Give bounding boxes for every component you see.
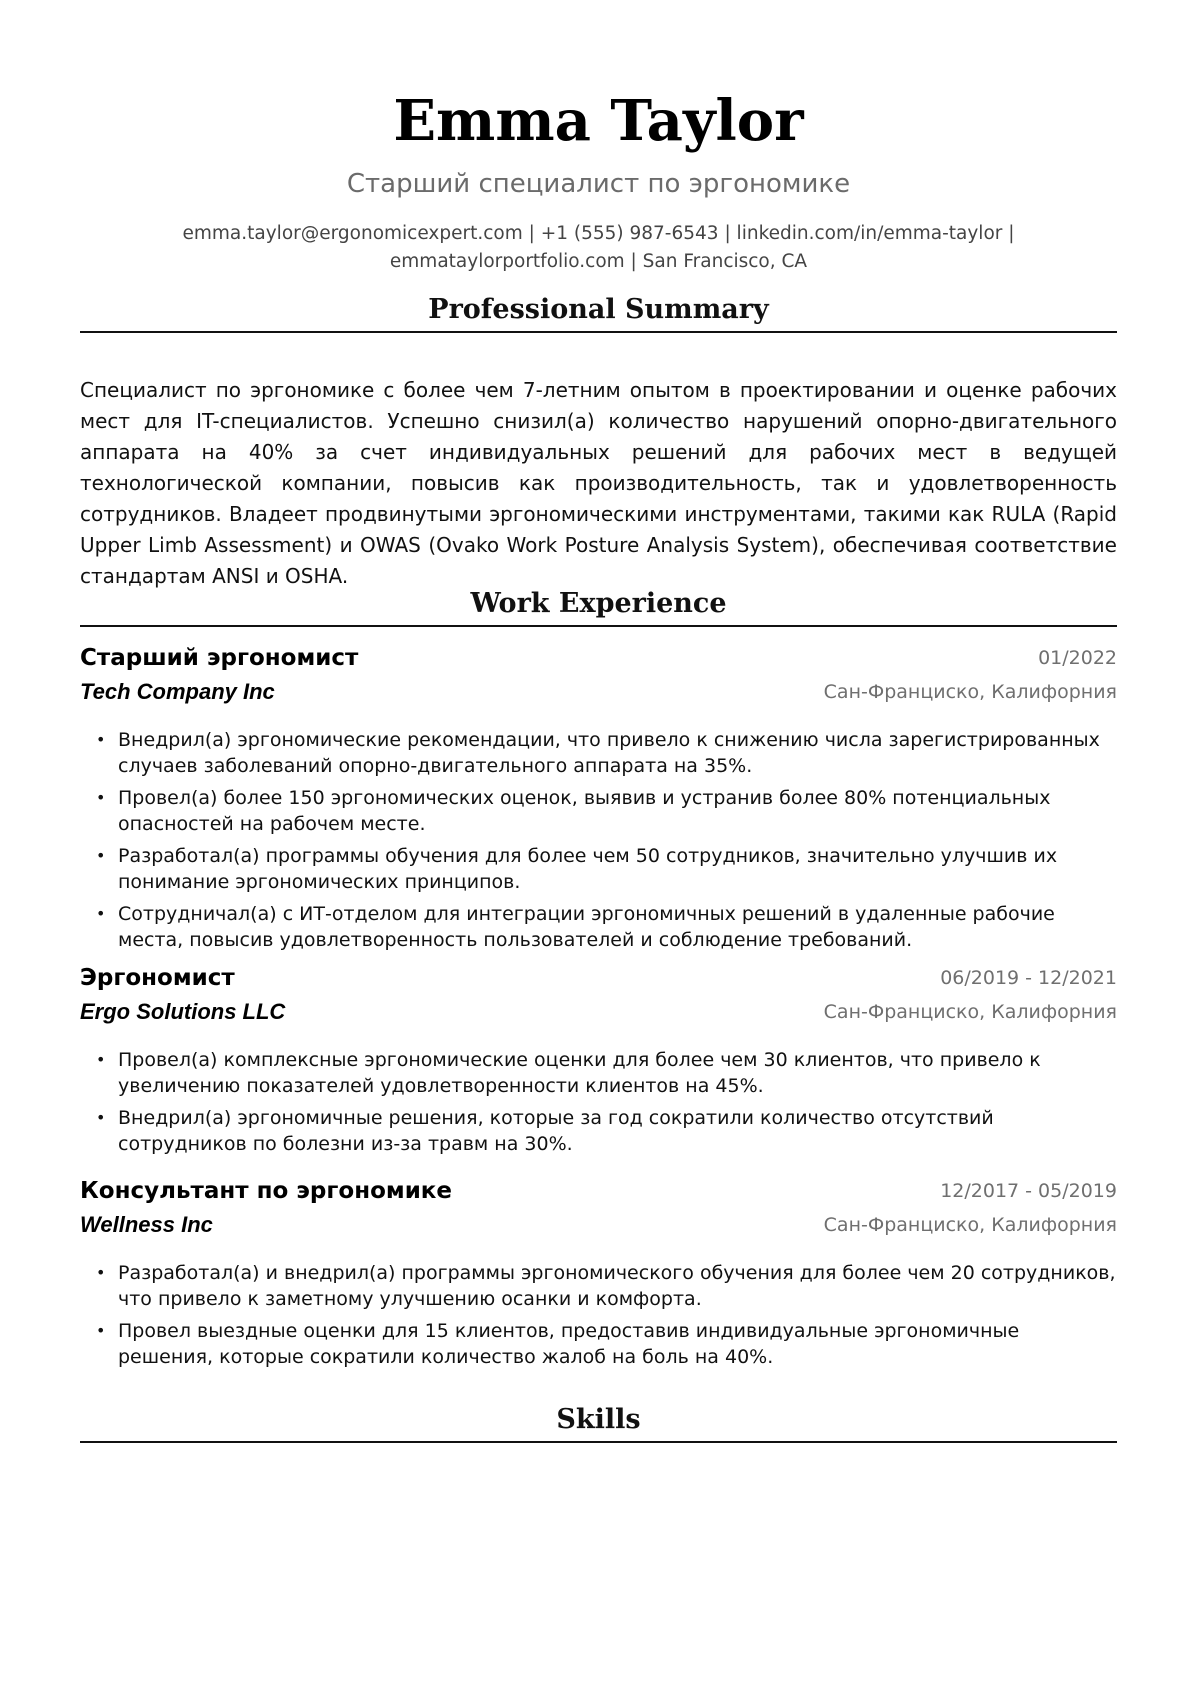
- list-item: • Сотрудничал(а) с ИТ-отделом для интеграции эргономичных решений в удаленные рабочие места, повысив удовлетворенность пользователей и соблюдение требований.: [118, 901, 1117, 953]
- job-company: Tech Company Inc: [80, 679, 275, 704]
- list-item: • Провел(а) комплексные эргономические оценки для более чем 30 клиентов, что привело к увеличению показателей удовлетворенности клиентов на 45%.: [118, 1047, 1117, 1099]
- job-bullets: [80, 1260, 1117, 1370]
- list-item: • Провел выездные оценки для 15 клиентов, предоставив индивидуальные эргономичные решения, которые сократили количество жалоб на боль на 40%.: [118, 1318, 1117, 1370]
- job-header-row: [80, 1174, 1117, 1208]
- list-item: • Провел(а) более 150 эргономических оценок, выявив и устранив более 80% потенциальных опасностей на рабочем месте.: [118, 785, 1117, 837]
- list-item: • Внедрил(а) эргономические рекомендации, что привело к снижению числа зарегистрированных случаев заболеваний опорно-двигательного аппарата на 35%.: [118, 727, 1117, 779]
- contact-line: emma.taylor@ergonomicexpert.com | +1 (555) 987-6543 | linkedin.com/in/emma-taylor |: [182, 223, 1015, 244]
- candidate-name: Emma Taylor: [393, 88, 804, 154]
- job-location: Сан-Франциско, Калифорния: [823, 681, 1117, 703]
- section-heading-summary: Professional Summary: [428, 294, 769, 325]
- job-date: 06/2019 - 12/2021: [940, 967, 1117, 989]
- job-company-row: [80, 675, 1117, 709]
- job-bullets: [80, 727, 1117, 953]
- section-divider: [80, 625, 1117, 627]
- list-item: • Разработал(а) программы обучения для более чем 50 сотрудников, значительно улучшив их понимание эргономических принципов.: [118, 843, 1117, 895]
- job-location: Сан-Франциско, Калифорния: [823, 1001, 1117, 1023]
- candidate-title: Старший специалист по эргономике: [346, 169, 851, 199]
- job-date: 01/2022: [1038, 647, 1117, 669]
- job-role: Эргономист: [80, 965, 235, 991]
- job-entry: [80, 641, 1117, 959]
- section-heading-skills: Skills: [556, 1404, 641, 1435]
- job-company-row: [80, 1208, 1117, 1242]
- contact-line: emmataylorportfolio.com | San Francisco, CA: [389, 251, 808, 272]
- job-role: Старший эргономист: [80, 645, 359, 671]
- job-date: 12/2017 - 05/2019: [940, 1180, 1117, 1202]
- contact-info: [80, 220, 1117, 276]
- section-divider: [80, 1441, 1117, 1443]
- section-divider: [80, 331, 1117, 333]
- job-location: Сан-Франциско, Калифорния: [823, 1214, 1117, 1236]
- job-entry: [80, 961, 1117, 1163]
- list-item: • Внедрил(а) эргономичные решения, которые за год сократили количество отсутствий сотрудников по болезни из-за травм на 30%.: [118, 1105, 1117, 1157]
- job-bullets: [80, 1047, 1117, 1157]
- job-company-row: [80, 995, 1117, 1029]
- job-header-row: [80, 961, 1117, 995]
- job-company: Ergo Solutions LLC: [80, 999, 286, 1024]
- job-header-row: [80, 641, 1117, 675]
- section-heading-experience: Work Experience: [470, 588, 727, 619]
- job-company: Wellness Inc: [80, 1212, 213, 1237]
- job-role: Консультант по эргономике: [80, 1178, 453, 1204]
- summary-text: Специалист по эргономике с более чем 7-летним опытом в проектировании и оценке рабочих мест для IT-специалистов. Успешно снизил(а) количество нарушений опорно-двигательного аппарата на 40% за счет индивидуальных решений для рабочих мест в ведущей технологической компании, повысив как производительность, так и удовлетворенность сотрудников. Владеет продвинутыми эргономическими инструментами, такими как RULA (Rapid Upper Limb Assessment) и OWAS (Ovako Work Posture Analysis System), обеспечивая соответствие стандартам ANSI и OSHA.: [80, 378, 1117, 588]
- job-entry: [80, 1174, 1117, 1376]
- list-item: • Разработал(а) и внедрил(а) программы эргономического обучения для более чем 20 сотрудников, что привело к заметному улучшению осанки и комфорта.: [118, 1260, 1117, 1312]
